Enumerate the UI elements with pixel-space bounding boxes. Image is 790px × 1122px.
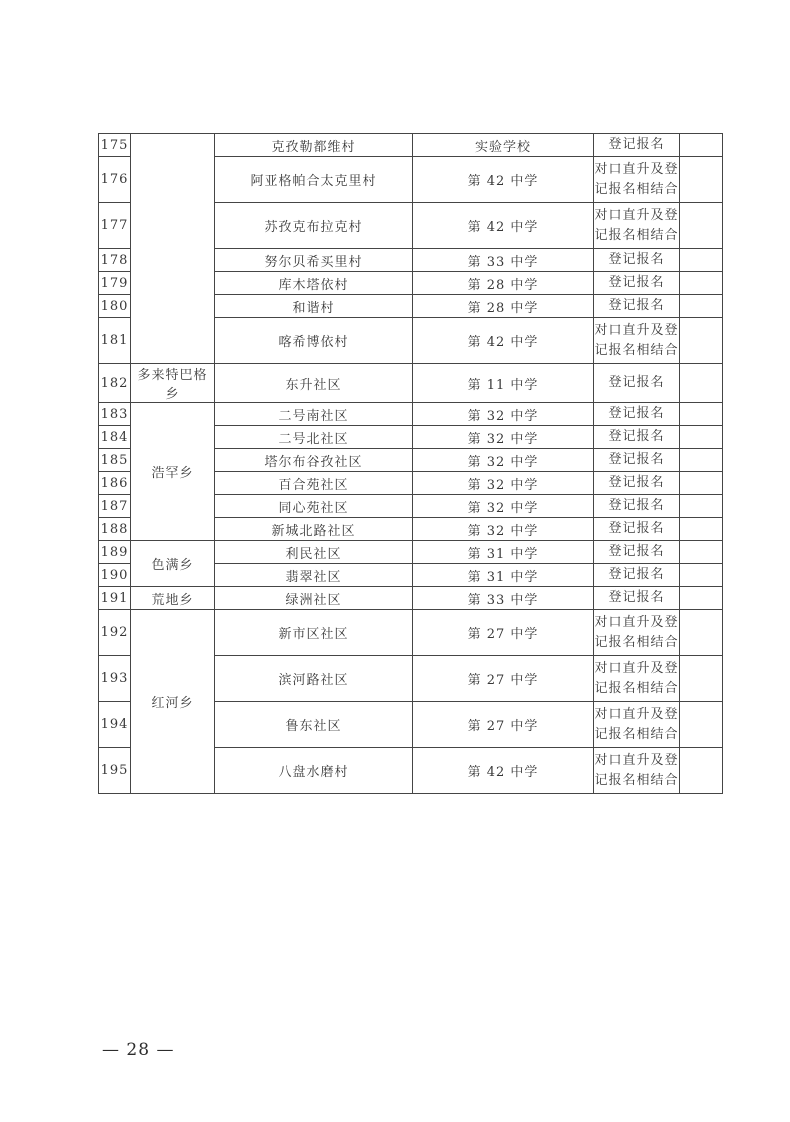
enrollment-table-body xyxy=(99,134,723,794)
blank-cell xyxy=(680,541,723,564)
village-cell: 塔尔布谷孜社区 xyxy=(215,449,413,472)
method-cell: 登记报名 xyxy=(594,541,680,564)
method-cell: 对口直升及登记报名相结合 xyxy=(594,610,680,656)
village-cell: 喀希博依村 xyxy=(215,318,413,364)
village-cell: 翡翠社区 xyxy=(215,564,413,587)
row-number-cell: 176 xyxy=(99,157,131,203)
school-cell: 第 27 中学 xyxy=(413,610,594,656)
blank-cell xyxy=(680,610,723,656)
village-cell: 绿洲社区 xyxy=(215,587,413,610)
school-cell: 第 28 中学 xyxy=(413,272,594,295)
village-cell: 百合苑社区 xyxy=(215,472,413,495)
village-cell: 新市区社区 xyxy=(215,610,413,656)
blank-cell xyxy=(680,449,723,472)
method-cell: 对口直升及登记报名相结合 xyxy=(594,157,680,203)
school-cell: 第 32 中学 xyxy=(413,426,594,449)
township-cell xyxy=(131,134,215,364)
row-number-cell: 186 xyxy=(99,472,131,495)
blank-cell xyxy=(680,702,723,748)
village-cell: 鲁东社区 xyxy=(215,702,413,748)
row-number-cell: 177 xyxy=(99,203,131,249)
township-cell: 浩罕乡 xyxy=(131,403,215,541)
row-number-cell: 188 xyxy=(99,518,131,541)
method-cell: 登记报名 xyxy=(594,249,680,272)
township-cell: 荒地乡 xyxy=(131,587,215,610)
row-number-cell: 195 xyxy=(99,748,131,794)
village-cell: 苏孜克布拉克村 xyxy=(215,203,413,249)
method-cell: 对口直升及登记报名相结合 xyxy=(594,203,680,249)
village-cell: 努尔贝希买里村 xyxy=(215,249,413,272)
method-cell: 对口直升及登记报名相结合 xyxy=(594,318,680,364)
school-cell: 第 27 中学 xyxy=(413,702,594,748)
row-number-cell: 192 xyxy=(99,610,131,656)
blank-cell xyxy=(680,472,723,495)
method-cell: 登记报名 xyxy=(594,134,680,157)
row-number-cell: 194 xyxy=(99,702,131,748)
school-cell: 第 42 中学 xyxy=(413,203,594,249)
table-row xyxy=(99,587,723,610)
enrollment-table xyxy=(98,133,723,794)
school-cell: 第 32 中学 xyxy=(413,518,594,541)
blank-cell xyxy=(680,748,723,794)
blank-cell xyxy=(680,656,723,702)
village-cell: 和谐村 xyxy=(215,295,413,318)
row-number-cell: 181 xyxy=(99,318,131,364)
row-number-cell: 187 xyxy=(99,495,131,518)
method-cell: 登记报名 xyxy=(594,587,680,610)
village-cell: 克孜勒都维村 xyxy=(215,134,413,157)
row-number-cell: 185 xyxy=(99,449,131,472)
method-cell: 登记报名 xyxy=(594,472,680,495)
row-number-cell: 180 xyxy=(99,295,131,318)
school-cell: 第 32 中学 xyxy=(413,403,594,426)
method-cell: 对口直升及登记报名相结合 xyxy=(594,656,680,702)
school-cell: 第 11 中学 xyxy=(413,364,594,403)
school-cell: 第 33 中学 xyxy=(413,587,594,610)
row-number-cell: 189 xyxy=(99,541,131,564)
blank-cell xyxy=(680,403,723,426)
school-cell: 第 42 中学 xyxy=(413,157,594,203)
village-cell: 二号南社区 xyxy=(215,403,413,426)
blank-cell xyxy=(680,318,723,364)
row-number-cell: 178 xyxy=(99,249,131,272)
school-cell: 第 32 中学 xyxy=(413,495,594,518)
table-row xyxy=(99,541,723,564)
row-number-cell: 182 xyxy=(99,364,131,403)
table-row xyxy=(99,134,723,157)
village-cell: 阿亚格帕合太克里村 xyxy=(215,157,413,203)
row-number-cell: 183 xyxy=(99,403,131,426)
school-cell: 第 33 中学 xyxy=(413,249,594,272)
row-number-cell: 179 xyxy=(99,272,131,295)
village-cell: 库木塔依村 xyxy=(215,272,413,295)
school-cell: 第 42 中学 xyxy=(413,748,594,794)
blank-cell xyxy=(680,564,723,587)
school-cell: 第 31 中学 xyxy=(413,564,594,587)
method-cell: 登记报名 xyxy=(594,403,680,426)
blank-cell xyxy=(680,249,723,272)
village-cell: 新城北路社区 xyxy=(215,518,413,541)
blank-cell xyxy=(680,495,723,518)
blank-cell xyxy=(680,364,723,403)
method-cell: 登记报名 xyxy=(594,518,680,541)
township-cell: 色满乡 xyxy=(131,541,215,587)
village-cell: 滨河路社区 xyxy=(215,656,413,702)
blank-cell xyxy=(680,134,723,157)
row-number-cell: 191 xyxy=(99,587,131,610)
method-cell: 登记报名 xyxy=(594,426,680,449)
school-cell: 第 31 中学 xyxy=(413,541,594,564)
table-row xyxy=(99,610,723,656)
blank-cell xyxy=(680,295,723,318)
page-number: — 28 — xyxy=(102,1040,175,1060)
blank-cell xyxy=(680,272,723,295)
village-cell: 东升社区 xyxy=(215,364,413,403)
row-number-cell: 190 xyxy=(99,564,131,587)
row-number-cell: 184 xyxy=(99,426,131,449)
school-cell: 第 27 中学 xyxy=(413,656,594,702)
method-cell: 登记报名 xyxy=(594,364,680,403)
method-cell: 登记报名 xyxy=(594,495,680,518)
village-cell: 同心苑社区 xyxy=(215,495,413,518)
method-cell: 登记报名 xyxy=(594,272,680,295)
table-row xyxy=(99,364,723,403)
village-cell: 二号北社区 xyxy=(215,426,413,449)
method-cell: 登记报名 xyxy=(594,295,680,318)
school-cell: 第 28 中学 xyxy=(413,295,594,318)
blank-cell xyxy=(680,426,723,449)
method-cell: 登记报名 xyxy=(594,449,680,472)
township-cell: 多来特巴格乡 xyxy=(131,364,215,403)
blank-cell xyxy=(680,157,723,203)
school-cell: 第 32 中学 xyxy=(413,449,594,472)
table-row xyxy=(99,403,723,426)
school-cell: 实验学校 xyxy=(413,134,594,157)
row-number-cell: 175 xyxy=(99,134,131,157)
blank-cell xyxy=(680,518,723,541)
method-cell: 对口直升及登记报名相结合 xyxy=(594,702,680,748)
village-cell: 八盘水磨村 xyxy=(215,748,413,794)
blank-cell xyxy=(680,203,723,249)
school-cell: 第 32 中学 xyxy=(413,472,594,495)
method-cell: 登记报名 xyxy=(594,564,680,587)
township-cell: 红河乡 xyxy=(131,610,215,794)
village-cell: 利民社区 xyxy=(215,541,413,564)
blank-cell xyxy=(680,587,723,610)
method-cell: 对口直升及登记报名相结合 xyxy=(594,748,680,794)
school-cell: 第 42 中学 xyxy=(413,318,594,364)
row-number-cell: 193 xyxy=(99,656,131,702)
